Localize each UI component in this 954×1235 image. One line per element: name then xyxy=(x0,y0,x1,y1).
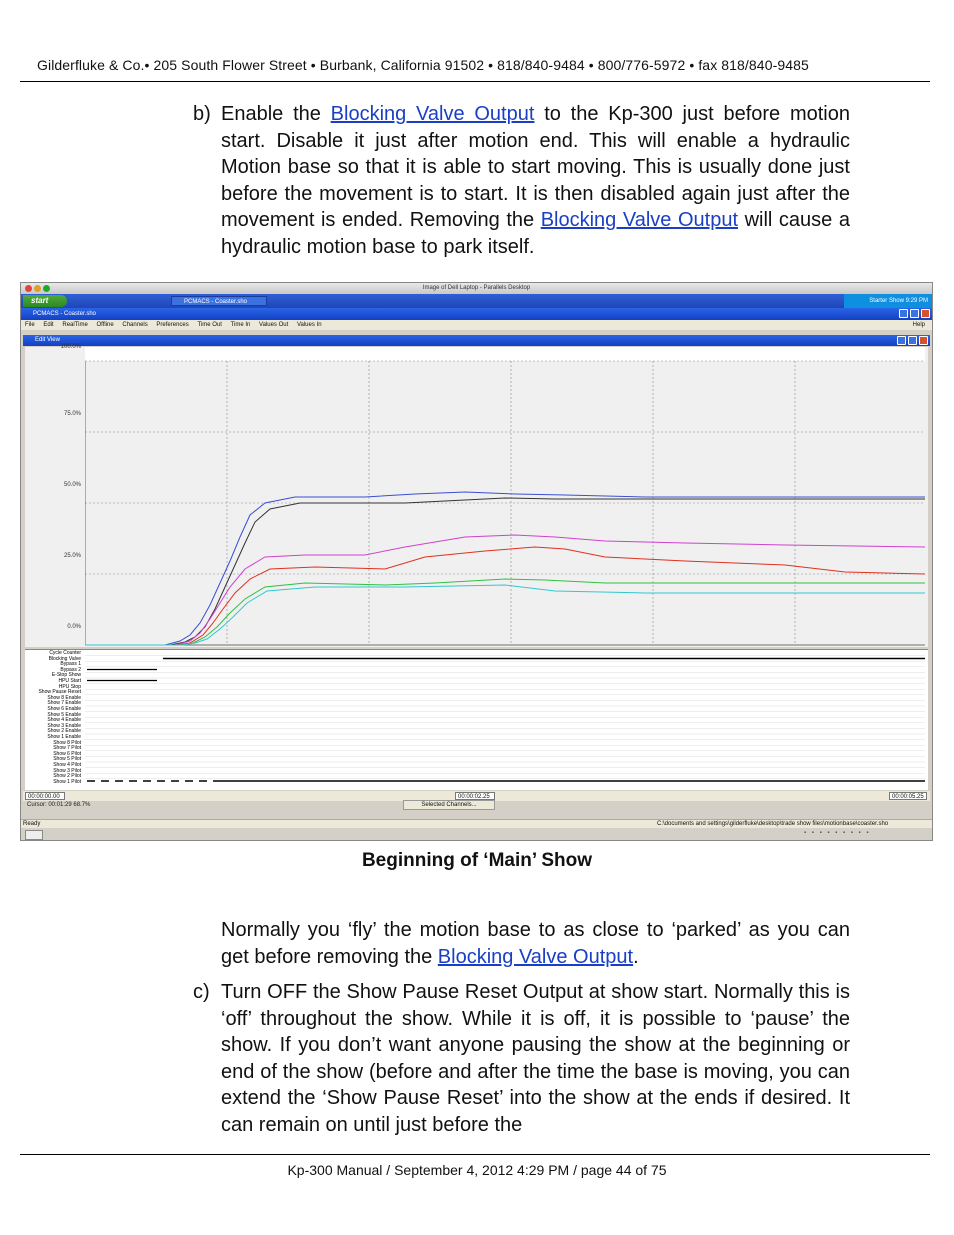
tray-show-name: Starter Show xyxy=(869,298,904,304)
edit-view-title: Edit View xyxy=(35,337,60,343)
series-red-curve xyxy=(85,547,925,645)
menu-offline[interactable]: Offline xyxy=(96,322,114,328)
y-label-0: 0.0% xyxy=(67,624,81,630)
parked-text-1: Normally you ‘fly’ the motion base to as close to ‘parked’ as you can get before removing the xyxy=(221,919,850,968)
parallels-bottom-bar xyxy=(21,828,932,840)
menu-help[interactable]: Help xyxy=(912,322,925,328)
footer-rule xyxy=(20,1154,930,1155)
analog-plot-area[interactable] xyxy=(25,344,928,647)
parked-paragraph xyxy=(221,917,850,970)
edit-view-title-bar xyxy=(23,335,930,346)
channel-label: Cycle Counter xyxy=(49,650,81,656)
channel-label: Show 6 Pilot xyxy=(53,750,81,757)
app-title-bar xyxy=(21,308,932,320)
parallels-title-bar xyxy=(21,283,932,294)
item-b-paragraph xyxy=(221,101,850,260)
taskbar-item-pcmacs[interactable]: PCMACS - Coaster.sho xyxy=(171,296,267,306)
channel-label: Show 6 Enable xyxy=(47,706,81,712)
status-ready: Ready xyxy=(23,821,41,827)
channel-label: Show Pause Reset xyxy=(38,689,81,696)
close-icon[interactable] xyxy=(921,309,930,318)
y-label-50: 50.0% xyxy=(63,482,81,488)
menu-time-out[interactable]: Time Out xyxy=(197,322,222,328)
app-title: PCMACS - Coaster.sho xyxy=(33,311,97,317)
status-file-path: C:\documents and settings\gilderfluke\desktop\trade show files\motionbase\coaster.sho xyxy=(657,821,889,827)
channel-label: Bypass 1 xyxy=(60,661,81,668)
cursor-readout: Cursor: 00:01:29 68.7% xyxy=(27,802,91,808)
channel-label: Show 7 Enable xyxy=(47,700,81,707)
page-header: Gilderfluke & Co.• 205 South Flower Street • Burbank, California 91502 • 818/840-9484 • 800/776-5972 • fax 818/840-9485 xyxy=(37,57,809,73)
time-mid-box[interactable]: 00:00:02.25 xyxy=(455,792,495,800)
channel-label: Show 2 Enable xyxy=(47,728,81,735)
series-cyan-curve xyxy=(85,585,925,645)
page-footer: Kp-300 Manual / September 4, 2012 4:29 PM / page 44 of 75 xyxy=(287,1162,667,1178)
series-magenta-curve xyxy=(85,535,925,645)
item-c-marker: c) xyxy=(193,981,210,1003)
menu-values-out[interactable]: Values Out xyxy=(259,322,289,328)
channel-label: Bypass 2 xyxy=(60,666,81,673)
time-start-box[interactable]: 00:00:00.00 xyxy=(25,792,65,800)
time-end-box[interactable]: 00:00:05.25 xyxy=(889,792,927,800)
menu-realtime[interactable]: RealTime xyxy=(62,322,88,328)
channel-label: Show 4 Enable xyxy=(47,717,81,724)
channel-label: Show 4 Pilot xyxy=(53,762,81,768)
header-rule xyxy=(20,81,930,82)
close-dot-icon[interactable] xyxy=(25,285,32,292)
channel-label: Show 7 Pilot xyxy=(53,745,81,752)
channel-label: HPU Start xyxy=(58,678,81,684)
item-b-text-1: Enable the xyxy=(221,103,331,125)
series-black-curve xyxy=(85,498,925,645)
channel-label: HPU Stop xyxy=(58,683,81,690)
item-b-text-2: to the Kp-300 just before motion start. Disable it just after motion end. This will enable a hydraulic Motion base so that it is able to start moving. This is usually done just before the movement is to start. It is then disabled again just after the movement is ended. Removing the xyxy=(221,103,850,231)
channel-label: Show 2 Pilot xyxy=(53,773,81,780)
menu-bar xyxy=(21,320,932,330)
tray-clock: 9:29 PM xyxy=(905,298,928,304)
menu-channels[interactable]: Channels xyxy=(122,322,148,328)
series-blue-curve xyxy=(85,492,925,645)
start-button[interactable]: start xyxy=(23,295,67,307)
series-green-curve xyxy=(85,579,925,645)
item-c-paragraph: Turn OFF the Show Pause Reset Output at show start. Normally this is ‘off’ throughout the show. While it is off, it is possible to ‘pause’ the show. If you don’t want anyone pausing the show at the beginning or end of the show (before and after the time the base is moving, you can extend the ‘Show Pause Reset’ into the show at the ends if desired. It can remain on until just before the xyxy=(221,981,850,1136)
channel-label: Blocking Valve xyxy=(48,655,81,662)
figure-caption: Beginning of ‘Main’ Show xyxy=(361,850,593,871)
system-tray xyxy=(844,294,932,308)
channel-label: Show 3 Enable xyxy=(47,722,81,729)
menu-values-in[interactable]: Values In xyxy=(296,322,322,328)
parallels-title: Image of Dell Laptop - Parallels Desktop xyxy=(422,285,531,291)
menu-time-in[interactable]: Time In xyxy=(230,322,251,328)
zoom-dot-icon[interactable] xyxy=(43,285,50,292)
edit-close-icon[interactable] xyxy=(919,336,928,345)
maximize-icon[interactable] xyxy=(910,309,919,318)
y-label-75: 75.0% xyxy=(63,411,81,417)
blocking-valve-link-2[interactable]: Blocking Valve Output xyxy=(540,209,739,231)
windows-taskbar xyxy=(21,294,932,308)
blocking-valve-link-3[interactable]: Blocking Valve Output xyxy=(437,945,634,968)
digital-channels-area[interactable] xyxy=(25,649,928,790)
blocking-valve-link-1[interactable]: Blocking Valve Output xyxy=(330,103,535,125)
channel-label: Show 5 Pilot xyxy=(53,756,81,763)
menu-file[interactable]: File xyxy=(25,322,35,328)
channel-label: Show 1 Enable xyxy=(47,734,81,740)
analog-curves-chart xyxy=(85,347,925,647)
power-icon[interactable] xyxy=(25,830,43,840)
menu-edit[interactable]: Edit xyxy=(43,322,54,328)
channel-label: E-Stop Show xyxy=(51,672,81,679)
item-b-marker: b) xyxy=(193,103,211,125)
channel-label: Show 3 Pilot xyxy=(53,767,81,774)
menu-preferences[interactable]: Preferences xyxy=(156,322,189,328)
digital-channel-tracks xyxy=(85,650,925,790)
channel-label: Show 8 Pilot xyxy=(53,739,81,746)
y-label-100: 100.0% xyxy=(60,344,81,350)
minimize-icon[interactable] xyxy=(899,309,908,318)
edit-maximize-icon[interactable] xyxy=(908,336,917,345)
edit-minimize-icon[interactable] xyxy=(897,336,906,345)
minimize-dot-icon[interactable] xyxy=(34,285,41,292)
timeline-ruler xyxy=(85,347,925,361)
parked-text-2: . xyxy=(633,945,639,968)
channel-label: Show 5 Enable xyxy=(47,711,81,718)
software-screenshot xyxy=(20,282,933,841)
channel-label: Show 8 Enable xyxy=(47,694,81,701)
item-b-text-3: will cause a hydraulic motion base to park itself. xyxy=(221,209,850,258)
selected-channels-button[interactable]: Selected Channels... xyxy=(403,800,495,810)
channel-label: Show 1 Pilot xyxy=(53,778,81,785)
y-label-25: 25.0% xyxy=(63,553,81,559)
device-icons: ▪ ▪ ▪ ▪ ▪ ▪ ▪ ▪ ▪ xyxy=(804,830,871,836)
